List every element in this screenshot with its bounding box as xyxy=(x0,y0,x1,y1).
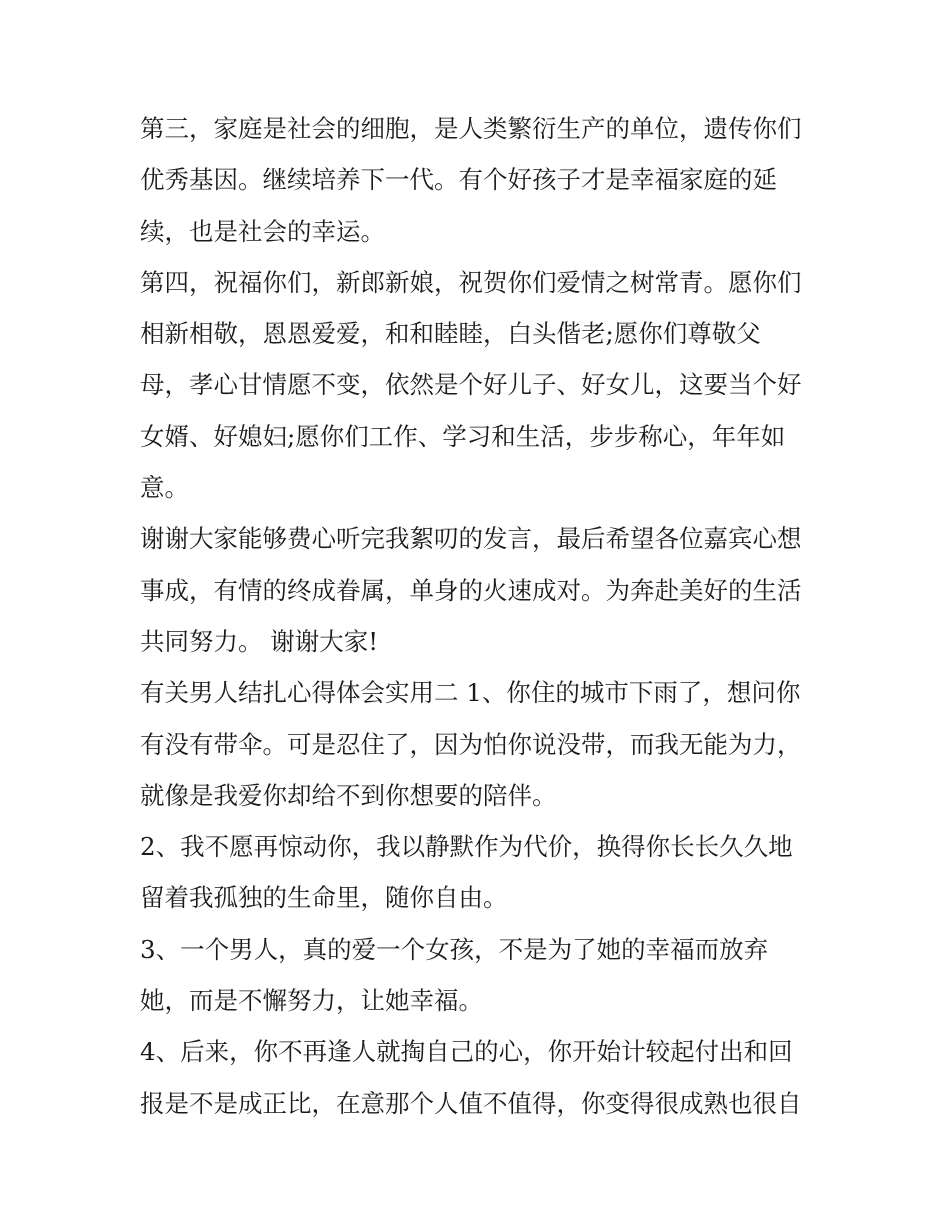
text-line: 事成，有情的终成眷属，单身的火速成对。为奔赴美好的生活 xyxy=(140,575,802,605)
paragraph-item-3 xyxy=(140,924,815,1027)
text-line: 母，孝心甘情愿不变，依然是个好儿子、好女儿，这要当个好 xyxy=(140,370,802,400)
text-line: 她，而是不懈努力，让她幸福。 xyxy=(140,986,483,1016)
text-line: 2、我不愿再惊动你，我以静默作为代价，换得你长长久久地 xyxy=(140,832,793,862)
text-line: 留着我孤独的生命里，随你自由。 xyxy=(140,883,508,913)
text-line: 第三，家庭是社会的细胞，是人类繁衍生产的单位，遗传你们 xyxy=(140,114,802,143)
text-line: 女婿、好媳妇;愿你们工作、学习和生活，步步称心，年年如 xyxy=(140,421,786,451)
paragraph-family-cell xyxy=(140,103,815,257)
text-line: 就像是我爱你却给不到你想要的陪伴。 xyxy=(140,780,557,810)
text-line: 4、后来，你不再逢人就掏自己的心，你开始计较起付出和回 xyxy=(140,1037,793,1067)
text-line: 有没有带伞。可是忍住了，因为怕你说没带，而我无能为力， xyxy=(140,729,802,759)
document-body xyxy=(140,103,815,1129)
text-line: 续，也是社会的幸运。 xyxy=(140,216,385,246)
text-line: 第四，祝福你们，新郎新娘，祝贺你们爱情之树常青。愿你们 xyxy=(140,267,802,297)
text-line: 谢谢大家能够费心听完我絮叨的发言，最后希望各位嘉宾心想 xyxy=(140,524,802,554)
text-line: 优秀基因。继续培养下一代。有个好孩子才是幸福家庭的延 xyxy=(140,165,777,195)
paragraph-blessing xyxy=(140,257,815,513)
text-line: 3、一个男人，真的爱一个女孩，不是为了她的幸福而放弃 xyxy=(140,934,769,964)
text-line: 报是不是成正比，在意那个人值不值得，你变得很成熟也很自 xyxy=(140,1088,802,1118)
text-line: 共同努力。 谢谢大家! xyxy=(140,626,379,656)
text-line: 相新相敬，恩恩爱爱，和和睦睦，白头偕老;愿你们尊敬父 xyxy=(140,319,761,349)
text-line: 有关男人结扎心得体会实用二 1、你住的城市下雨了，想问你 xyxy=(140,678,801,708)
paragraph-item-2 xyxy=(140,821,815,924)
paragraph-item-4 xyxy=(140,1026,815,1129)
paragraph-thanks xyxy=(140,513,815,667)
paragraph-section-two-item-1 xyxy=(140,667,815,821)
text-line: 意。 xyxy=(140,473,189,503)
